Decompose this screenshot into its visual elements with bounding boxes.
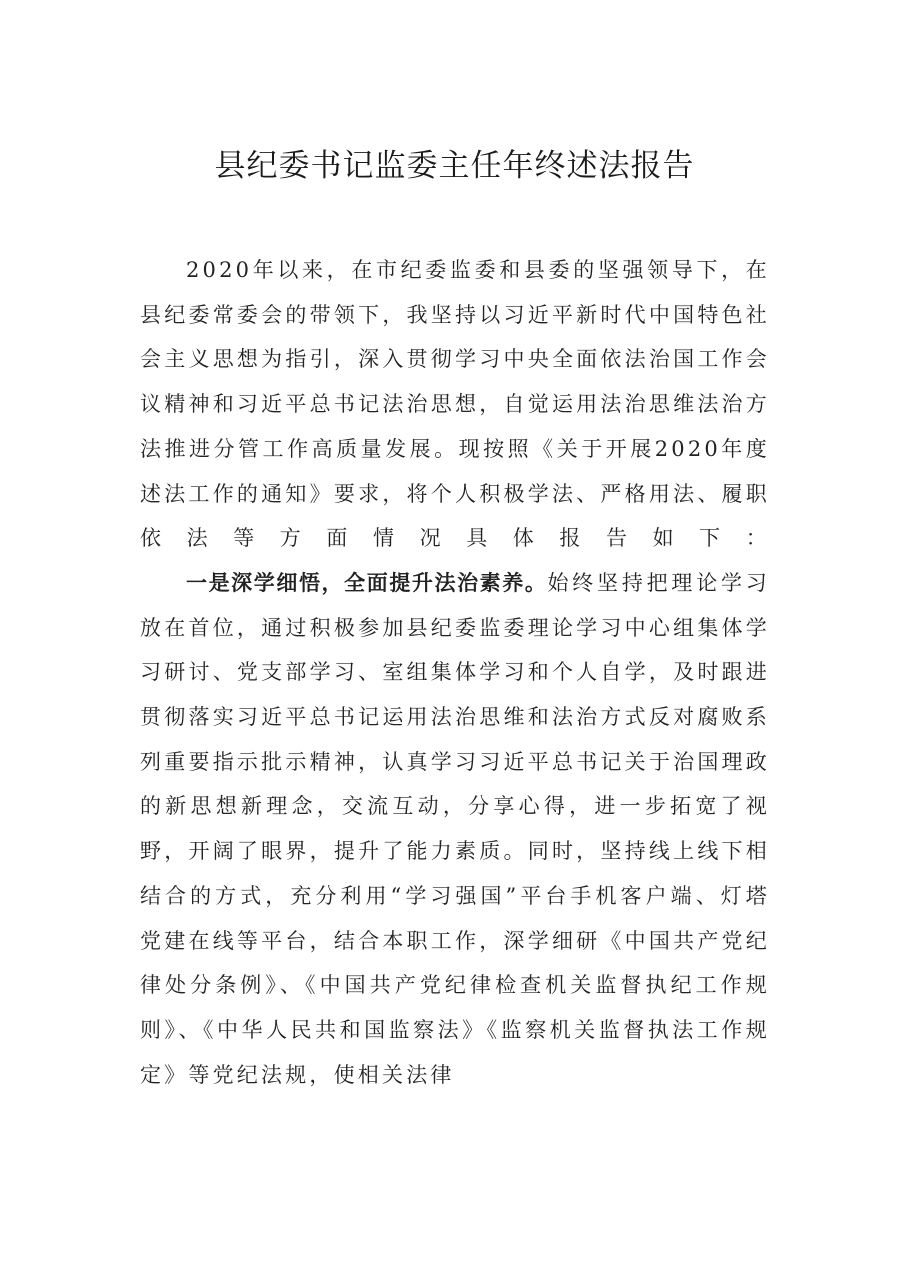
paragraph-lead-heading: 一是深学细悟，全面提升法治素养。 xyxy=(186,570,548,595)
paragraph-study xyxy=(140,561,770,1097)
document-title: 县纪委书记监委主任年终述法报告 xyxy=(214,148,695,184)
paragraph-study-text: 始终坚持把理论学习放在首位，通过积极参加县纪委监委理论学习中心组集体学习研讨、党支部学习、室组集体学习和个人自学，及时跟进贯彻落实习近平总书记运用法治思维和法治方式反对腐败系列重要指示批示精神，认真学习习近平总书记关于治国理政的新思想新理念，交流互动，分享心得，进一步拓宽了视野，开阔了眼界，提升了能力素质。同时，坚持线上线下相结合的方式，充分利用“学习强国”平台手机客户端、灯塔党建在线等平台，结合本职工作，深学细研《中国共产党纪律处分条例》、《中国共产党纪律检查机关监督执纪工作规则》、《中华人民共和国监察法》《监察机关监督执法工作规定》等党纪法规，使相关法律 xyxy=(140,570,770,1087)
paragraph-intro: 2020年以来，在市纪委监委和县委的坚强领导下，在县纪委常委会的带领下，我坚持以习近平新时代中国特色社会主义思想为指引，深入贯彻学习中央全面依法治国工作会议精神和习近平总书记法治思想，自觉运用法治思维法治方法推进分管工作高质量发展。现按照《关于开展2020年度述法工作的通知》要求，将个人积极学法、严格用法、履职依法等方面情况具体报告如下： xyxy=(140,258,770,551)
document-body xyxy=(140,248,770,1097)
